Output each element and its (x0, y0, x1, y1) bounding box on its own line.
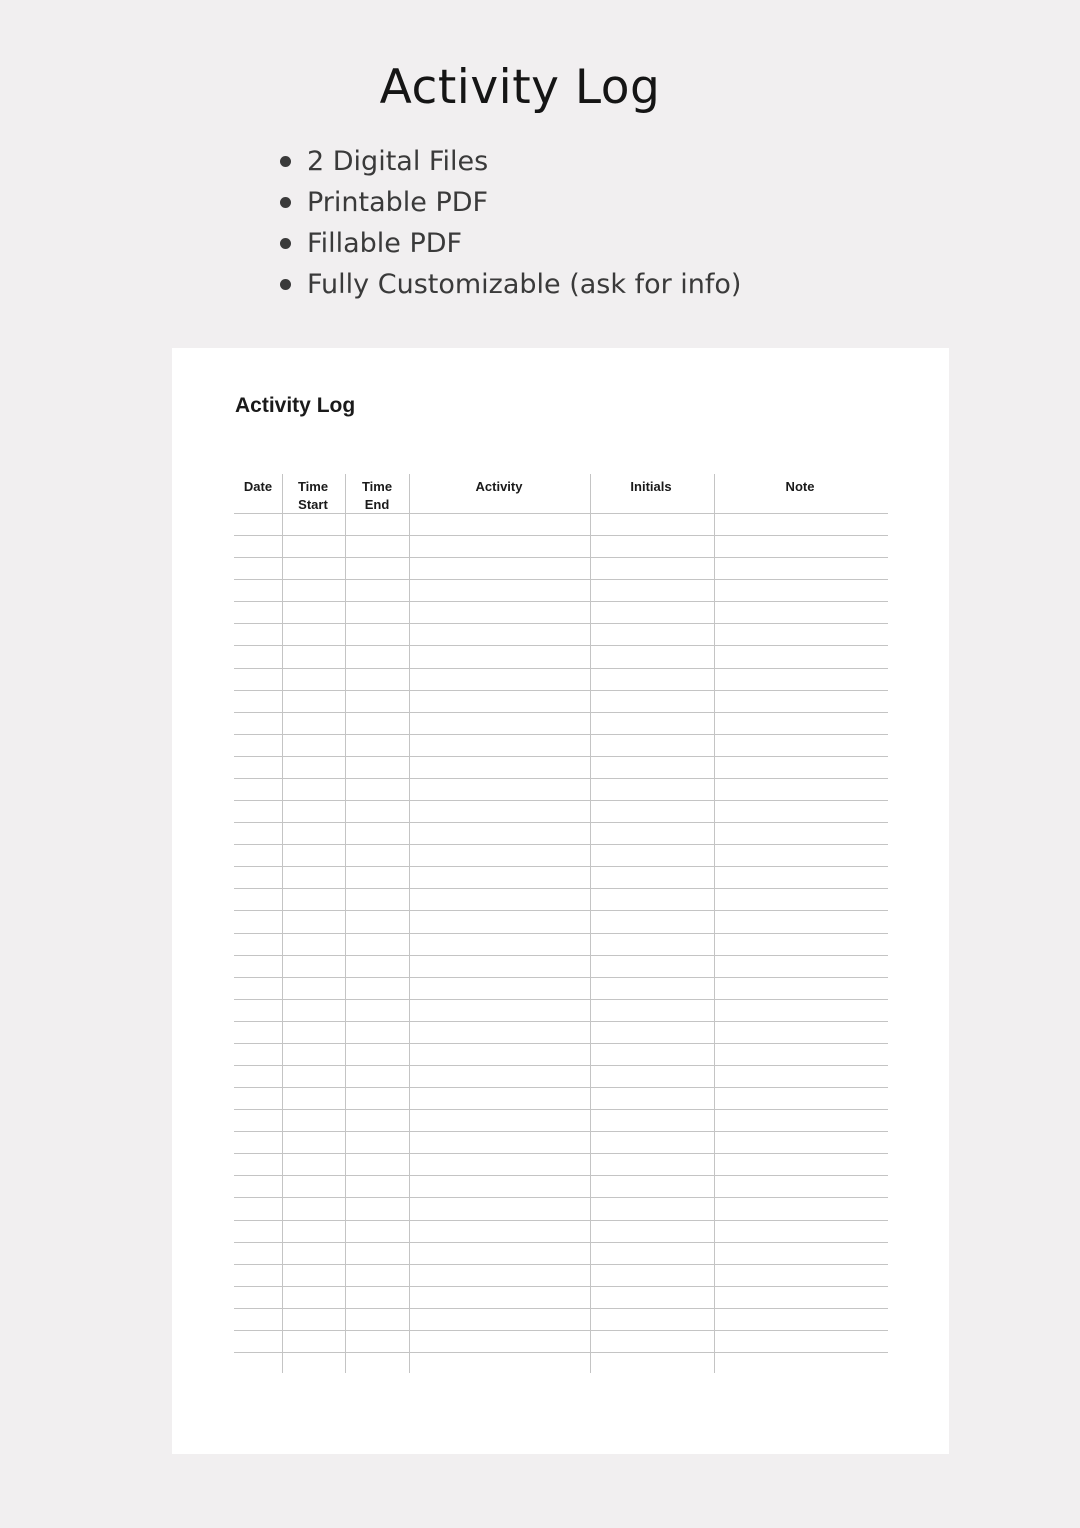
feature-item (280, 223, 741, 264)
feature-text: Fully Customizable (ask for info) (307, 269, 742, 300)
column-header-line: Date (243, 479, 273, 494)
bullet-icon (280, 156, 291, 167)
column-header-line: Activity (475, 479, 523, 494)
column-header-line: Start (298, 497, 328, 512)
log-table-grid (172, 348, 949, 1454)
feature-item (280, 141, 741, 182)
feature-text: Printable PDF (307, 187, 489, 218)
feature-text: Fillable PDF (307, 228, 463, 259)
column-header-line: Note (785, 479, 815, 494)
feature-item (280, 182, 741, 223)
column-header-line: End (364, 497, 390, 512)
feature-text: 2 Digital Files (307, 146, 489, 177)
feature-item (280, 264, 741, 305)
bullet-icon (280, 197, 291, 208)
bullet-icon (280, 279, 291, 290)
sheet-title: Activity Log (235, 394, 356, 417)
bullet-icon (280, 238, 291, 249)
page-title: Activity Log (379, 60, 661, 115)
feature-list (280, 141, 741, 305)
log-sheet-preview (172, 348, 949, 1454)
column-header-line: Time (361, 479, 393, 494)
column-header-line: Initials (630, 479, 672, 494)
column-header-line: Time (297, 479, 329, 494)
